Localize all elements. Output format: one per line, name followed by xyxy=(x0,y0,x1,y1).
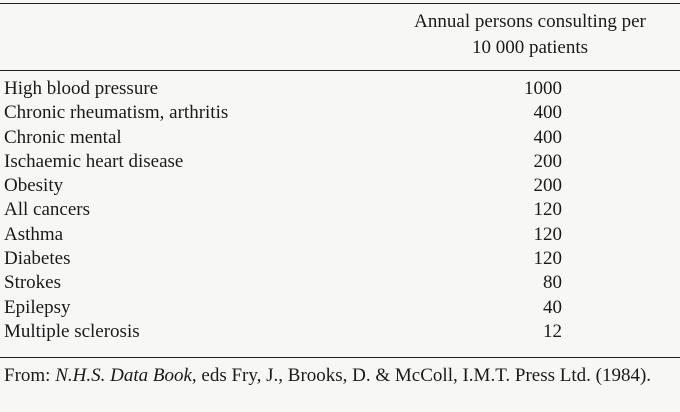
consulting-value: 120 xyxy=(533,223,562,245)
consulting-value: 12 xyxy=(543,320,562,342)
source-details: , eds Fry, J., Brooks, D. & McColl, I.M.T. Press Ltd. (1984). xyxy=(191,365,652,386)
table-row xyxy=(0,174,680,198)
table-header-rule xyxy=(0,70,680,71)
condition-label: Chronic rheumatism, arthritis xyxy=(4,102,229,124)
table-bottom-rule xyxy=(0,357,680,358)
consulting-value: 1000 xyxy=(524,78,562,99)
consulting-value: 400 xyxy=(533,126,562,148)
source-prefix: From: xyxy=(4,365,56,386)
table-row xyxy=(0,101,680,125)
consulting-value: 400 xyxy=(533,102,562,124)
table-row xyxy=(0,150,680,174)
condition-label: Epilepsy xyxy=(4,296,71,318)
condition-label: All cancers xyxy=(4,199,90,221)
source-citation xyxy=(4,363,676,388)
column-header xyxy=(380,9,680,61)
table-row xyxy=(0,320,680,344)
table-row xyxy=(0,198,680,222)
consulting-value: 120 xyxy=(533,199,562,221)
table-row xyxy=(0,126,680,150)
condition-label: Multiple sclerosis xyxy=(4,320,140,342)
consulting-value: 120 xyxy=(533,248,562,270)
table-row xyxy=(0,77,680,101)
column-header-line-2: 10 000 patients xyxy=(471,37,589,58)
table-row xyxy=(0,247,680,271)
condition-label: Chronic mental xyxy=(4,126,122,148)
column-header-line-1: Annual persons consulting per xyxy=(414,11,646,32)
table-row xyxy=(0,223,680,247)
table-top-rule xyxy=(0,3,680,4)
condition-label: High blood pressure xyxy=(4,78,159,99)
table-body xyxy=(0,77,680,344)
condition-label: Strokes xyxy=(4,272,61,294)
consulting-value: 200 xyxy=(533,150,562,172)
condition-label: Obesity xyxy=(4,175,64,197)
source-title: N.H.S. Data Book xyxy=(55,365,192,386)
condition-label: Asthma xyxy=(4,223,64,245)
consulting-value: 200 xyxy=(533,175,562,197)
consulting-value: 80 xyxy=(543,272,562,294)
table-row xyxy=(0,296,680,320)
consulting-value: 40 xyxy=(543,296,562,318)
condition-label: Diabetes xyxy=(4,248,71,270)
table-row xyxy=(0,271,680,295)
condition-label: Ischaemic heart disease xyxy=(4,150,184,172)
